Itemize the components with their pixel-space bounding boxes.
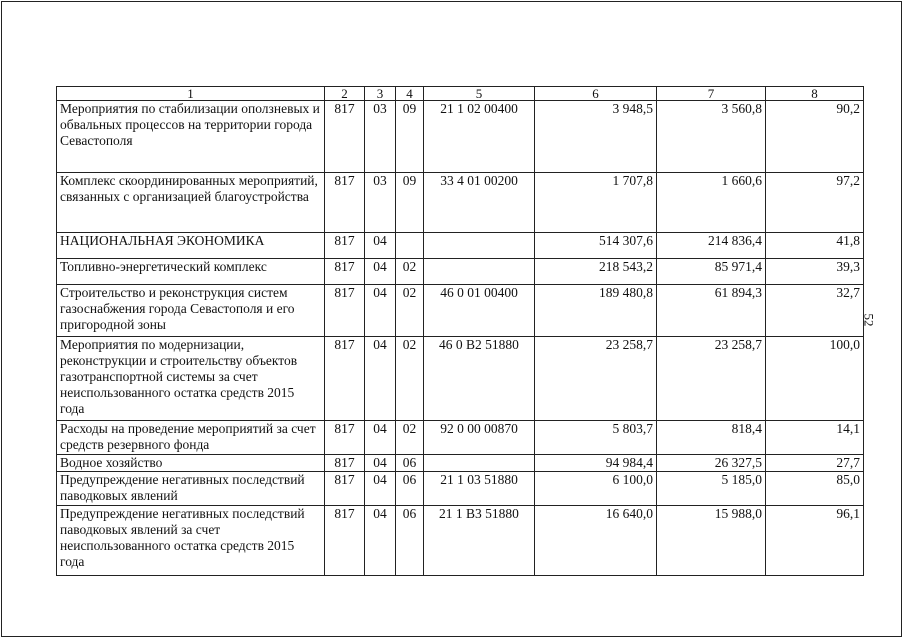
table-row: [57, 455, 864, 472]
row-target-code: 21 1 02 00400: [424, 101, 535, 173]
row-target-code: [424, 455, 535, 472]
header-row: [57, 87, 864, 101]
row-executed-amount: 61 894,3: [657, 285, 766, 337]
row-execution-percent: 100,0: [766, 337, 864, 421]
row-execution-percent: 85,0: [766, 472, 864, 506]
row-section-code: 04: [365, 337, 396, 421]
col-header-5: 5: [424, 87, 535, 101]
budget-table: [56, 86, 864, 576]
row-admin-code: 817: [325, 285, 365, 337]
row-name: Топливно-энергетический комплекс: [57, 259, 325, 285]
row-planned-amount: 1 707,8: [535, 173, 657, 233]
row-target-code: 33 4 01 00200: [424, 173, 535, 233]
row-execution-percent: 90,2: [766, 101, 864, 173]
row-target-code: 92 0 00 00870: [424, 421, 535, 455]
row-section-code: 04: [365, 455, 396, 472]
row-target-code: 46 0 B2 51880: [424, 337, 535, 421]
table-row: [57, 233, 864, 259]
row-target-code: [424, 233, 535, 259]
row-subsection-code: 06: [396, 472, 424, 506]
row-name: Расходы на проведение мероприятий за счет средств резервного фонда: [57, 421, 325, 455]
row-execution-percent: 41,8: [766, 233, 864, 259]
row-name: Предупреждение негативных последствий паводковых явлений: [57, 472, 325, 506]
row-admin-code: 817: [325, 337, 365, 421]
row-planned-amount: 94 984,4: [535, 455, 657, 472]
row-name: Мероприятия по стабилизации оползневых и обвальных процессов на территории города Севастополя: [57, 101, 325, 173]
row-section-code: 04: [365, 285, 396, 337]
table-row: [57, 506, 864, 576]
row-admin-code: 817: [325, 472, 365, 506]
row-planned-amount: 189 480,8: [535, 285, 657, 337]
row-execution-percent: 39,3: [766, 259, 864, 285]
row-section-code: 03: [365, 173, 396, 233]
page-number: 52: [861, 313, 877, 327]
row-planned-amount: 16 640,0: [535, 506, 657, 576]
row-name: Строительство и реконструкция систем газоснабжения города Севастополя и его пригородной зоны: [57, 285, 325, 337]
row-execution-percent: 14,1: [766, 421, 864, 455]
row-executed-amount: 23 258,7: [657, 337, 766, 421]
row-section-code: 04: [365, 506, 396, 576]
row-planned-amount: 3 948,5: [535, 101, 657, 173]
col-header-1: 1: [57, 87, 325, 101]
row-executed-amount: 5 185,0: [657, 472, 766, 506]
row-planned-amount: 6 100,0: [535, 472, 657, 506]
row-target-code: 21 1 03 51880: [424, 472, 535, 506]
row-planned-amount: 218 543,2: [535, 259, 657, 285]
col-header-7: 7: [657, 87, 766, 101]
row-name: Мероприятия по модернизации, реконструкции и строительству объектов газотранспортной системы за счет неиспользованного остатка средств 2015 года: [57, 337, 325, 421]
row-execution-percent: 32,7: [766, 285, 864, 337]
row-execution-percent: 97,2: [766, 173, 864, 233]
row-subsection-code: 06: [396, 506, 424, 576]
row-planned-amount: 23 258,7: [535, 337, 657, 421]
row-subsection-code: 02: [396, 337, 424, 421]
row-admin-code: 817: [325, 173, 365, 233]
row-planned-amount: 514 307,6: [535, 233, 657, 259]
row-admin-code: 817: [325, 259, 365, 285]
col-header-6: 6: [535, 87, 657, 101]
row-executed-amount: 1 660,6: [657, 173, 766, 233]
row-section-code: 04: [365, 472, 396, 506]
row-executed-amount: 85 971,4: [657, 259, 766, 285]
row-target-code: [424, 259, 535, 285]
table-row: [57, 472, 864, 506]
row-name: НАЦИОНАЛЬНАЯ ЭКОНОМИКА: [57, 233, 325, 259]
row-planned-amount: 5 803,7: [535, 421, 657, 455]
row-subsection-code: 09: [396, 173, 424, 233]
row-execution-percent: 27,7: [766, 455, 864, 472]
row-subsection-code: [396, 233, 424, 259]
row-executed-amount: 26 327,5: [657, 455, 766, 472]
table-row: [57, 259, 864, 285]
table-row: [57, 101, 864, 173]
row-subsection-code: 02: [396, 285, 424, 337]
table-row: [57, 285, 864, 337]
row-section-code: 03: [365, 101, 396, 173]
row-admin-code: 817: [325, 421, 365, 455]
row-executed-amount: 214 836,4: [657, 233, 766, 259]
row-name: Комплекс скоординированных мероприятий, связанных с организацией благоустройства: [57, 173, 325, 233]
col-header-2: 2: [325, 87, 365, 101]
row-subsection-code: 02: [396, 421, 424, 455]
col-header-4: 4: [396, 87, 424, 101]
col-header-8: 8: [766, 87, 864, 101]
row-target-code: 46 0 01 00400: [424, 285, 535, 337]
row-admin-code: 817: [325, 101, 365, 173]
row-section-code: 04: [365, 233, 396, 259]
table-row: [57, 337, 864, 421]
row-section-code: 04: [365, 421, 396, 455]
row-subsection-code: 09: [396, 101, 424, 173]
row-executed-amount: 3 560,8: [657, 101, 766, 173]
row-target-code: 21 1 B3 51880: [424, 506, 535, 576]
row-admin-code: 817: [325, 506, 365, 576]
row-section-code: 04: [365, 259, 396, 285]
row-executed-amount: 818,4: [657, 421, 766, 455]
table-row: [57, 173, 864, 233]
row-execution-percent: 96,1: [766, 506, 864, 576]
row-executed-amount: 15 988,0: [657, 506, 766, 576]
row-subsection-code: 02: [396, 259, 424, 285]
row-subsection-code: 06: [396, 455, 424, 472]
row-admin-code: 817: [325, 233, 365, 259]
col-header-3: 3: [365, 87, 396, 101]
row-name: Предупреждение негативных последствий паводковых явлений за счет неиспользованного остатка средств 2015 года: [57, 506, 325, 576]
row-name: Водное хозяйство: [57, 455, 325, 472]
table-row: [57, 421, 864, 455]
row-admin-code: 817: [325, 455, 365, 472]
